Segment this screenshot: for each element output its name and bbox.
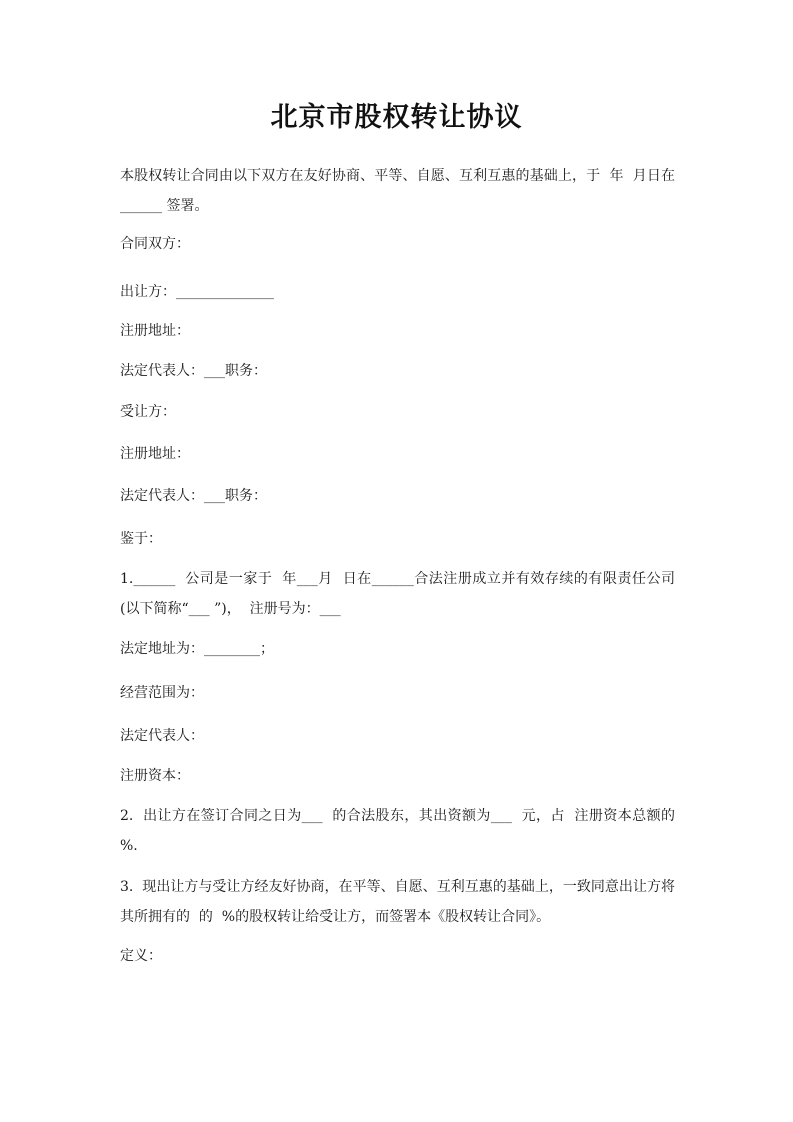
registered-capital-line: 注册资本： [120, 768, 190, 784]
contract-parties-heading: 合同双方： [120, 236, 190, 252]
transferor-address-line: 注册地址： [120, 323, 190, 339]
transferor-representative-line: 法定代表人：___职务： [120, 363, 267, 379]
transferee-line: 受让方： [120, 404, 176, 420]
clause-2-shareholder: 2. 出让方在签订合同之日为___ 的合法股东，其出资额为___ 元，占 注册资本总额的 %. [120, 808, 684, 854]
clause-1-company: 1.______ 公司是一家于 年___月 日在______合法注册成立并有效存续的有限责任公司(以下简称“___ ”)， 注册号为：___ [120, 571, 675, 617]
transferee-address-line: 注册地址： [120, 446, 190, 462]
intro-paragraph: 本股权转让合同由以下双方在友好协商、平等、自愿、互利互惠的基础上，于 年 月日在______ 签署。 [120, 168, 675, 214]
transferor-line: 出让方：______________ [120, 284, 274, 300]
company-representative-line: 法定代表人： [120, 728, 204, 744]
document-title: 北京市股权转让协议 [270, 102, 523, 133]
clause-3-transfer: 3. 现出让方与受让方经友好协商，在平等、自愿、互利互惠的基础上，一致同意出让方将其所拥有的 的 %的股权转让给受让方，而签署本《股权转让合同》。 [120, 879, 675, 925]
business-scope-line: 经营范围为： [120, 685, 204, 701]
transferee-representative-line: 法定代表人：___职务： [120, 488, 267, 504]
definitions-heading: 定义： [120, 948, 162, 964]
legal-address-line: 法定地址为：________； [120, 641, 274, 657]
whereas-heading: 鉴于： [120, 531, 162, 547]
